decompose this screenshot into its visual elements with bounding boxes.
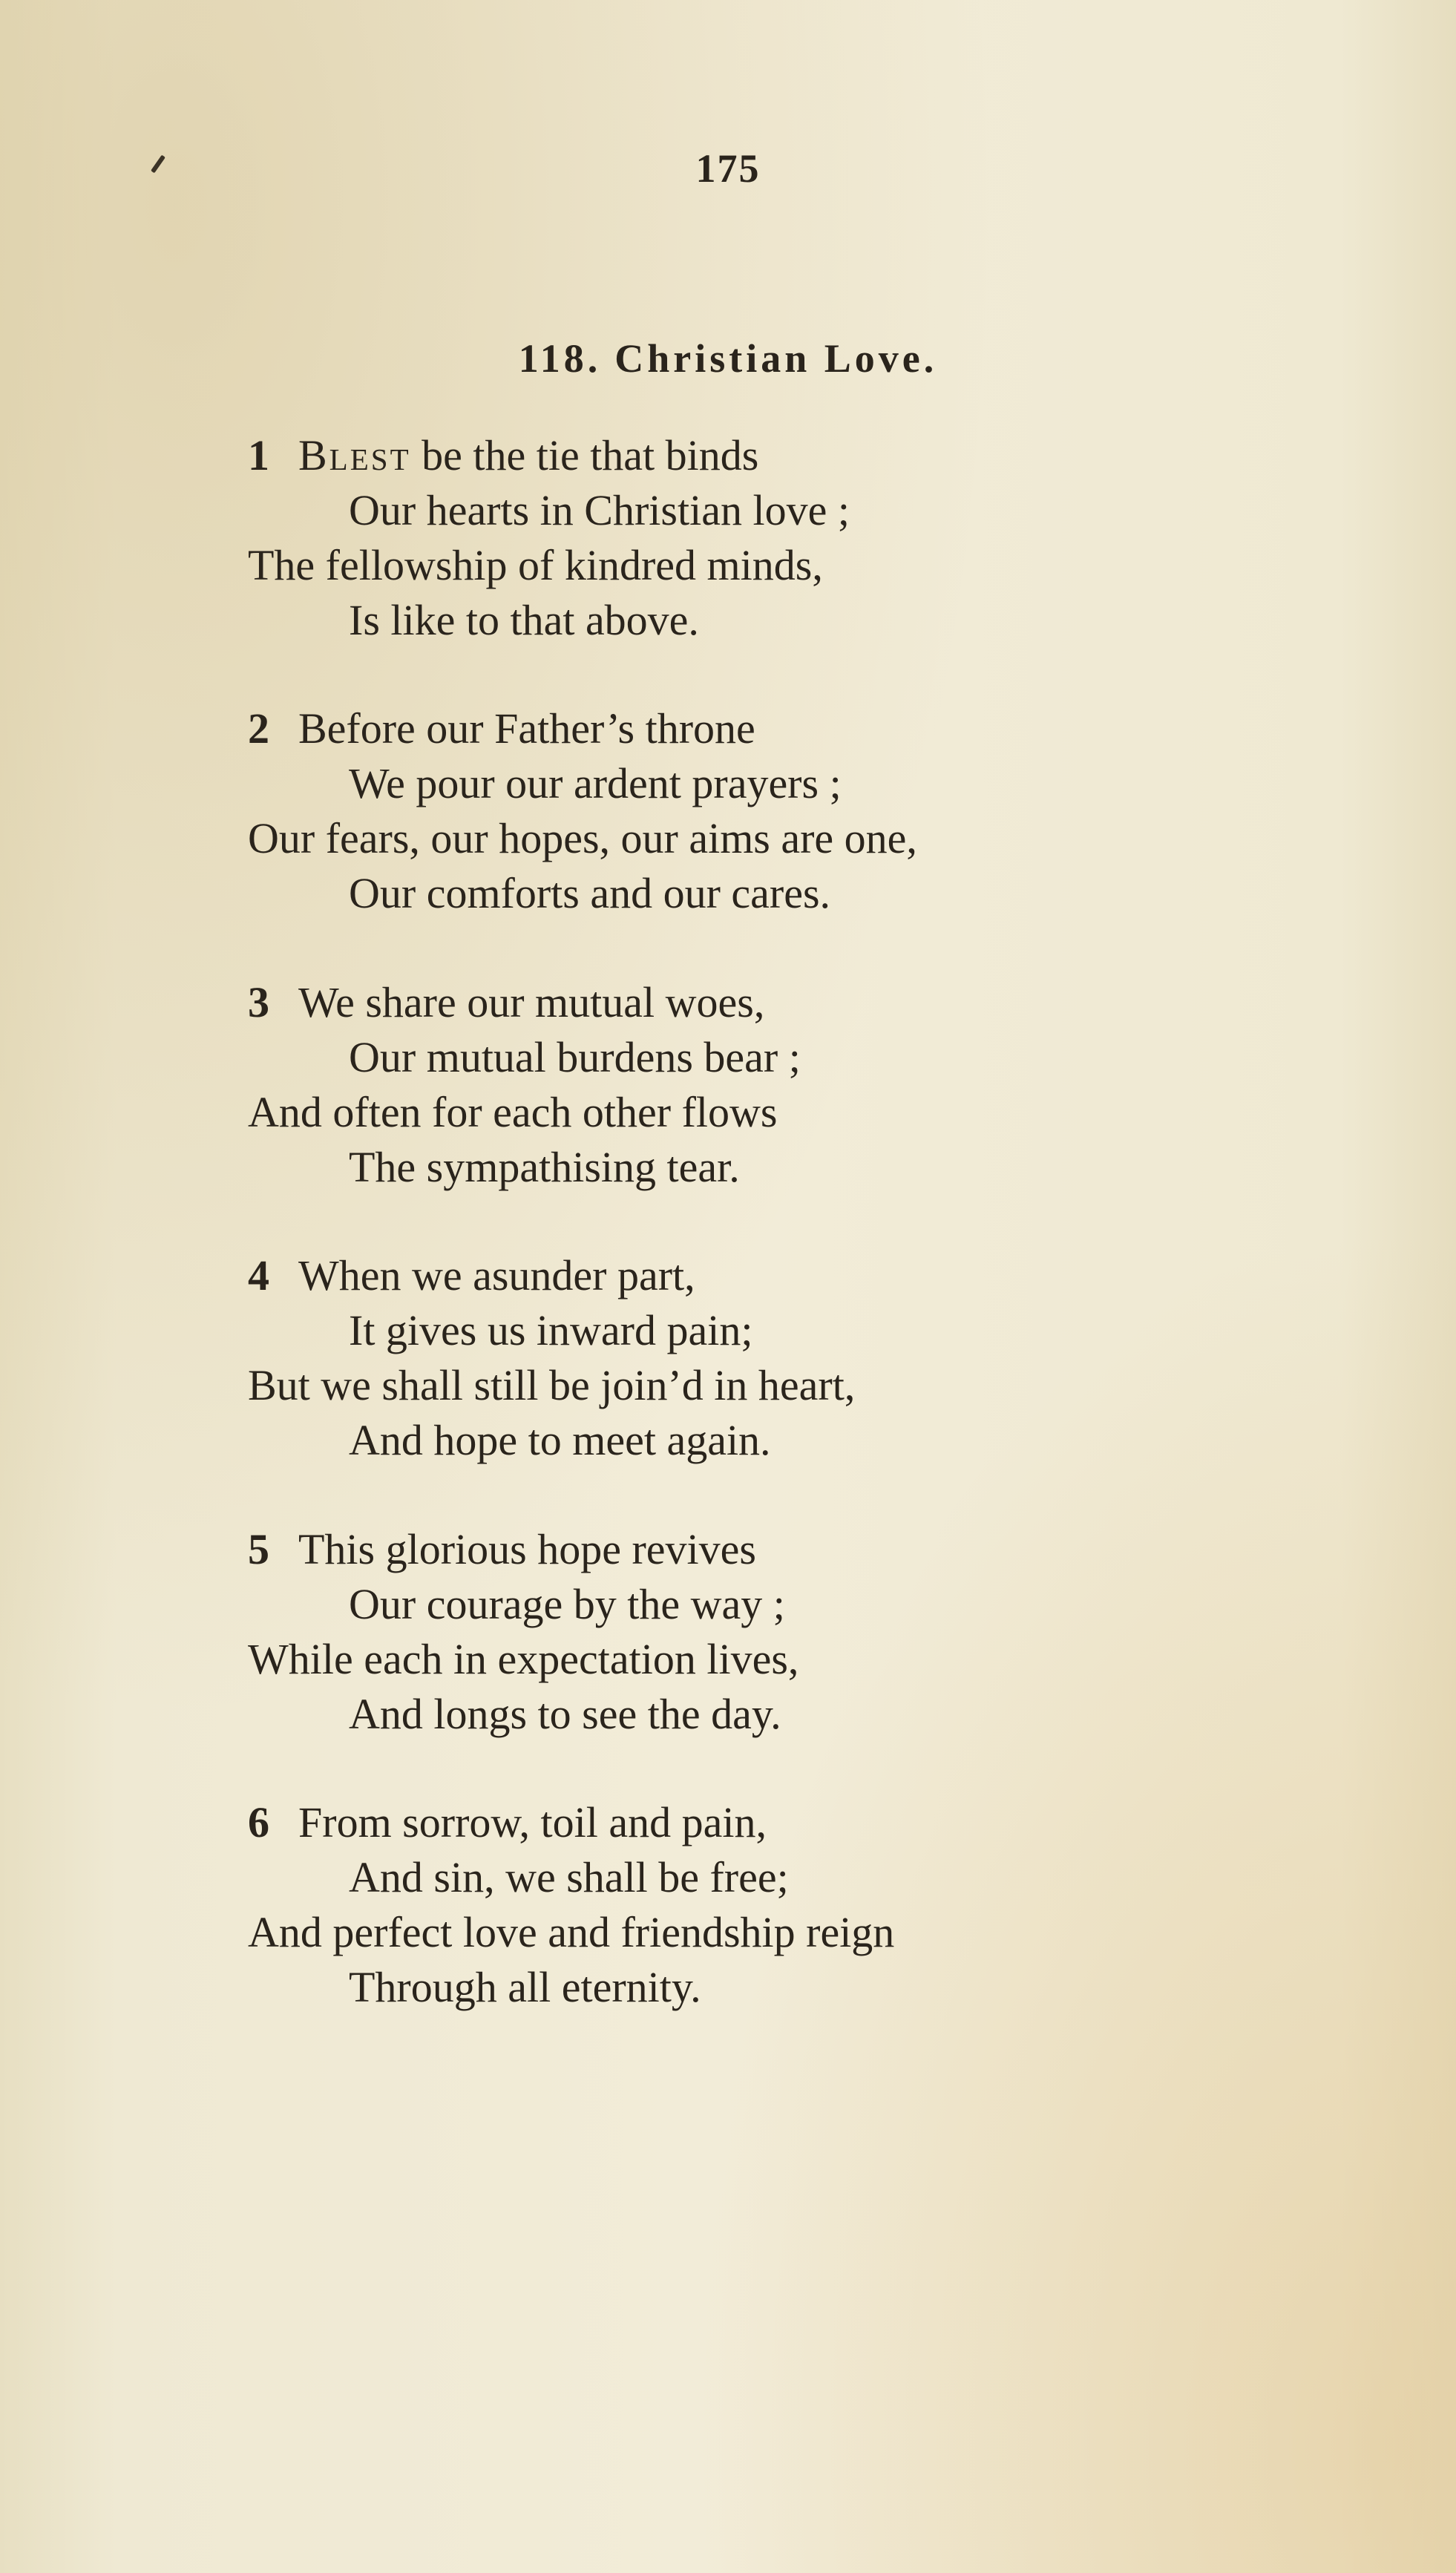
verse-4-line-4: And hope to meet again. bbox=[349, 1416, 771, 1464]
verse-5-line-3: While each in expectation lives, bbox=[248, 1635, 799, 1683]
verse-2-line-4: Our comforts and our cares. bbox=[349, 869, 831, 917]
verse-4-line-1 bbox=[248, 1251, 695, 1299]
verse-2-line-2: We pour our ardent prayers ; bbox=[349, 759, 842, 807]
verse-3-line-2: Our mutual burdens bear ; bbox=[349, 1033, 801, 1081]
verse-number: 2 bbox=[248, 704, 269, 753]
hymn-heading bbox=[0, 335, 1456, 381]
verse-first-line: When we asunder part, bbox=[298, 1251, 695, 1299]
verse-number: 6 bbox=[248, 1798, 269, 1846]
verse-3-line-3: And often for each other flows bbox=[248, 1088, 778, 1136]
verse-5-line-4: And longs to see the day. bbox=[349, 1690, 781, 1738]
verse-5-line-1 bbox=[248, 1525, 756, 1573]
verse-first-word: Blest bbox=[298, 431, 411, 479]
verse-6-line-1 bbox=[248, 1798, 767, 1846]
verse-first-line: Before our Father’s throne bbox=[298, 704, 755, 753]
verse-2-line-1 bbox=[248, 704, 755, 753]
verse-first-line: This glorious hope revives bbox=[298, 1525, 756, 1573]
hymn-title: Christian Love. bbox=[614, 336, 938, 381]
verse-number: 3 bbox=[248, 978, 269, 1026]
verse-5-line-2: Our courage by the way ; bbox=[349, 1580, 785, 1628]
verse-6-line-3: And perfect love and friendship reign bbox=[248, 1908, 895, 1956]
verse-1-line-1 bbox=[248, 431, 759, 479]
verse-first-line-rest: be the tie that binds bbox=[410, 431, 759, 479]
verse-number: 4 bbox=[248, 1251, 269, 1299]
verse-1-line-2: Our hearts in Christian love ; bbox=[349, 486, 850, 534]
verse-3-line-1 bbox=[248, 978, 765, 1026]
verse-first-line: From sorrow, toil and pain, bbox=[298, 1798, 767, 1846]
hymn-number: 118. bbox=[518, 336, 602, 381]
verse-4-line-3: But we shall still be join’d in heart, bbox=[248, 1361, 856, 1409]
verse-number: 1 bbox=[248, 431, 269, 479]
verse-1-line-4: Is like to that above. bbox=[349, 596, 699, 644]
verse-6-line-4: Through all eternity. bbox=[349, 1963, 701, 2011]
verse-first-line: We share our mutual woes, bbox=[298, 978, 765, 1026]
page-number: 175 bbox=[695, 146, 761, 191]
verse-3-line-4: The sympathising tear. bbox=[349, 1143, 740, 1191]
verse-1-line-3: The fellowship of kindred minds, bbox=[248, 541, 823, 589]
verse-number: 5 bbox=[248, 1525, 269, 1573]
verse-2-line-3: Our fears, our hopes, our aims are one, bbox=[248, 814, 917, 862]
verse-4-line-2: It gives us inward pain; bbox=[349, 1306, 753, 1354]
verse-6-line-2: And sin, we shall be free; bbox=[349, 1853, 789, 1901]
